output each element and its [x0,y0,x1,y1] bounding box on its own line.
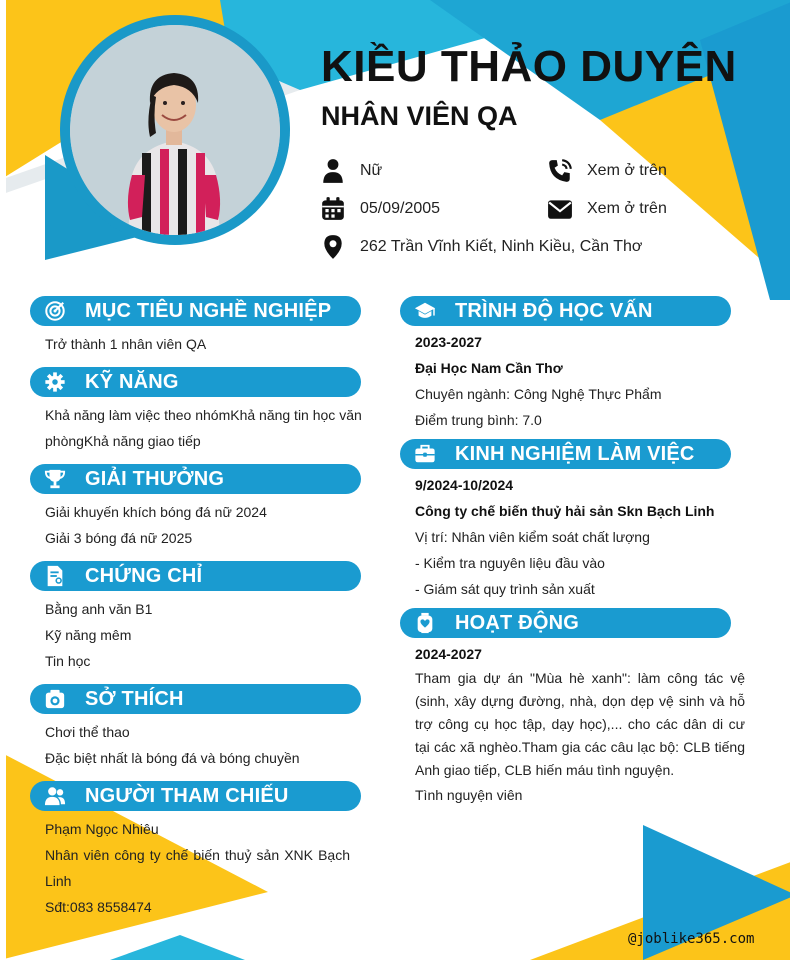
reference-position: Nhân viên công ty chế biến thuỷ sản XNK Bạch Linh [45,847,350,889]
list-item: Kỹ năng mêm [45,627,132,643]
section-header-hobbies [30,684,361,714]
gear-icon [43,371,67,393]
candidate-name: KIỀU THẢO DUYÊN [321,42,737,91]
envelope-icon [547,196,573,222]
avatar-frame [60,15,290,245]
section-title: TRÌNH ĐỘ HỌC VẤN [455,300,653,322]
section-header-activities [400,608,731,638]
list-item: Đặc biệt nhất là bóng đá và bóng chuyền [45,750,300,766]
phone-value: Xem ở trên [587,162,667,179]
section-title: SỞ THÍCH [85,688,184,710]
reference-name: Phạm Ngọc Nhiêu [45,821,159,837]
section-title: CHỨNG CHỈ [85,565,203,587]
education-major: Chuyên ngành: Công Nghệ Thực Phẩm [415,386,662,402]
skills-text: Khả năng làm việc theo nhómKhả năng tin học văn phòngKhả năng giao tiếp [45,407,362,449]
email-row [547,196,667,222]
section-header-education [400,296,731,326]
section-title: HOẠT ĐỘNG [455,612,580,634]
section-title: KINH NGHIỆM LÀM VIỆC [455,443,695,465]
references-content [45,816,350,920]
section-header-references [30,781,361,811]
section-header-experience [400,439,731,469]
section-header-objective [30,296,361,326]
activities-description: Tham gia dự án "Mùa hè xanh": làm công tác vệ (sinh, xây dựng đường, nhà, dọn dẹp vệ sinh và hỗ trợ công cụ học tập, dạy học),... cho các dân di cư tại các xã nghèo.Tham gia các câu lạc bộ: CLB tiếng Anh giao tiếp, CLB hiến máu tình nguyện. [415,670,745,778]
list-item: Chơi thể thao [45,724,130,740]
bg-blue-bottom-left [110,935,245,960]
page-edge-right [790,0,796,960]
trophy-icon [43,468,67,490]
camera-icon [43,688,67,710]
experience-period: 9/2024-10/2024 [415,477,514,493]
gender-row [320,158,382,184]
list-item: Vị trí: Nhân viên kiểm soát chất lượng [415,529,650,545]
email-value: Xem ở trên [587,200,667,217]
gender-value: Nữ [360,162,383,179]
section-header-certificates [30,561,361,591]
reference-phone: Sđt:083 8558474 [45,899,152,915]
address-value: 262 Trần Vĩnh Kiết, Ninh Kiều, Cần Thơ [360,238,643,255]
target-icon [43,300,67,322]
education-period: 2023-2027 [415,334,482,350]
education-school: Đại Học Nam Cần Thơ [415,360,563,376]
phone-row [547,158,667,184]
section-title: KỸ NĂNG [85,371,179,393]
section-header-awards [30,464,361,494]
birthdate-value: 05/09/2005 [360,200,441,217]
skills-content [45,402,365,454]
list-item: - Kiểm tra nguyên liệu đầu vào [415,555,605,571]
users-icon [43,785,67,807]
graduation-cap-icon [413,300,437,322]
activities-content [415,641,745,808]
calendar-icon [320,196,346,222]
list-item: Giải 3 bóng đá nữ 2025 [45,530,193,546]
experience-company: Công ty chế biến thuỷ hải sản Skn Bạch Linh [415,503,715,519]
hobbies-content [45,719,365,771]
activities-period: 2024-2027 [415,646,482,662]
list-item: Bằng anh văn B1 [45,601,153,617]
list-item: Giải khuyến khích bóng đá nữ 2024 [45,504,267,520]
briefcase-icon [413,443,437,465]
awards-content [45,499,365,551]
activity-icon [413,612,437,634]
person-icon [320,158,346,184]
map-pin-icon [320,234,346,260]
education-gpa: Điểm trung bình: 7.0 [415,412,542,428]
address-row [320,234,642,260]
education-content [415,329,745,433]
phone-icon [547,158,573,184]
avatar [70,25,280,235]
experience-content [415,472,745,602]
section-title: MỤC TIÊU NGHỀ NGHIỆP [85,300,332,322]
list-item: - Giám sát quy trình sản xuất [415,581,595,597]
certificates-content [45,596,365,674]
certificate-icon [43,565,67,587]
activities-role: Tình nguyện viên [415,787,523,803]
section-header-skills [30,367,361,397]
section-title: NGƯỜI THAM CHIẾU [85,785,289,807]
objective-content [45,331,365,357]
birthdate-row [320,196,440,222]
job-title: NHÂN VIÊN QA [321,101,518,131]
section-title: GIẢI THƯỞNG [85,468,225,490]
watermark: @joblike365.com [628,931,755,947]
objective-text: Trở thành 1 nhân viên QA [45,336,207,352]
portrait-illustration [70,25,280,235]
page-edge-left [0,0,6,960]
list-item: Tin học [45,653,91,669]
